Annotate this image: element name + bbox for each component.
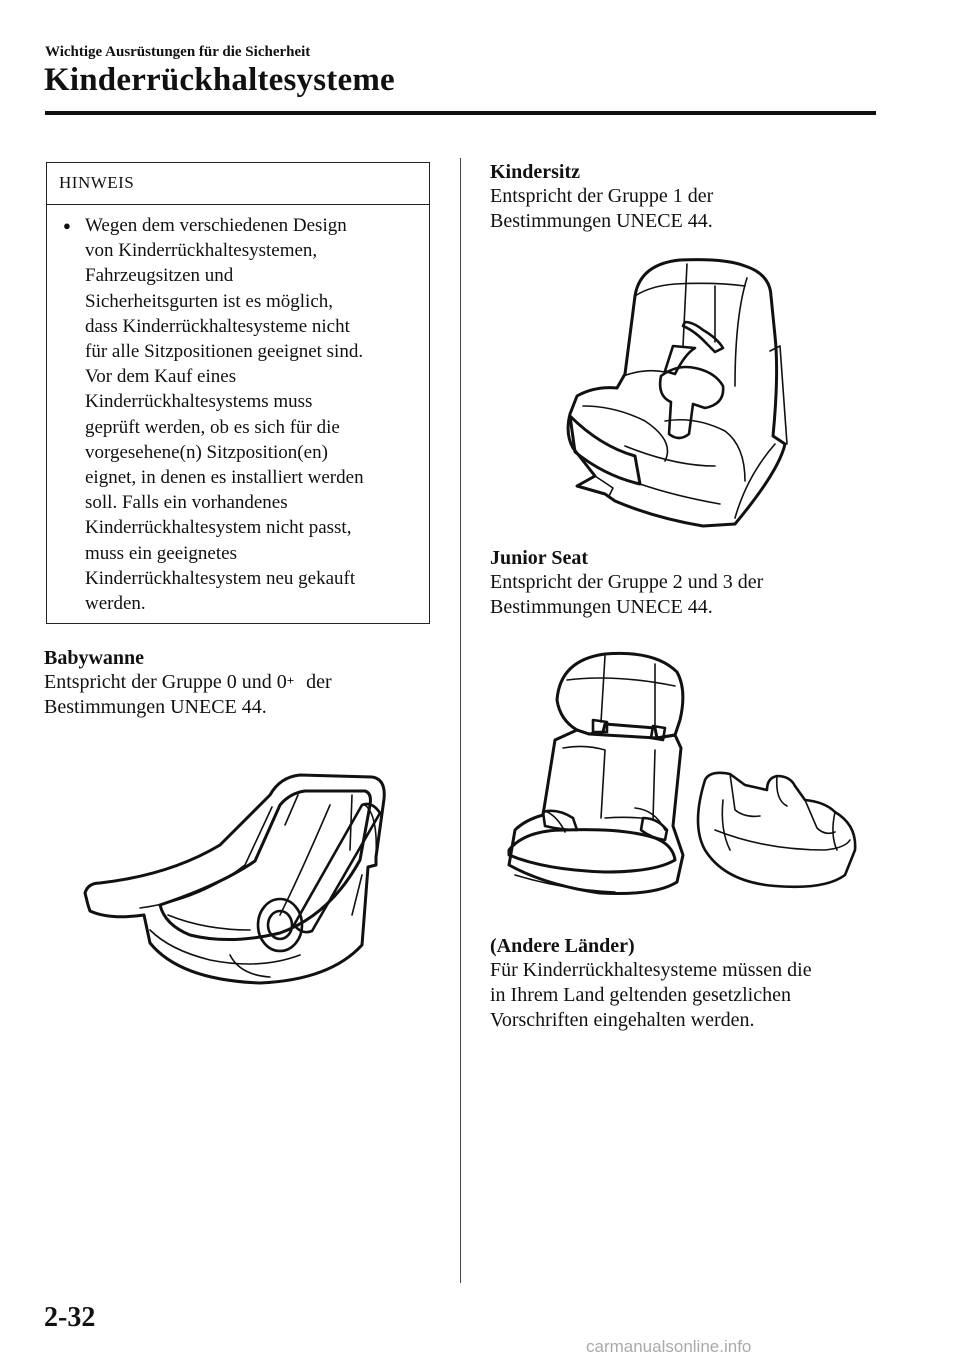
kindersitz-section (490, 161, 910, 234)
junior-seat-heading: Junior Seat (490, 547, 588, 569)
babywanne-text-line2: Bestimmungen UNECE 44. (44, 696, 267, 718)
note-line: Sicherheitsgurten ist es möglich, (85, 290, 334, 312)
babywanne-text-line1: Entspricht der Gruppe 0 und 0+ der (44, 671, 332, 693)
superscript-plus: + (286, 673, 295, 688)
kindersitz-text: Entspricht der Gruppe 1 der (490, 185, 714, 207)
page-title: Kinderrückhaltesysteme (44, 62, 395, 98)
other-countries-text: in Ihrem Land geltenden gesetzlichen (490, 984, 791, 1006)
note-line: Kinderrückhaltesystem neu gekauft (85, 567, 356, 589)
note-line: eignet, in denen es installiert werden (85, 467, 364, 489)
kindersitz-heading: Kindersitz (490, 161, 580, 183)
note-line: Kinderrückhaltesystems muss (85, 391, 313, 413)
note-line: Fahrzeugsitzen und (85, 265, 234, 287)
junior-seat-text: Bestimmungen UNECE 44. (490, 596, 713, 618)
bullet-icon: ● (63, 218, 71, 233)
junior-seat-section (490, 547, 910, 620)
column-divider (460, 158, 461, 1283)
note-line: muss ein geeignetes (85, 542, 237, 564)
note-line: Wegen dem verschiedenen Design (85, 215, 347, 236)
other-countries-text: Vorschriften eingehalten werden. (490, 1009, 755, 1031)
junior-seat-illustration (505, 650, 860, 900)
other-countries-text: Für Kinderrückhaltesysteme müssen die (490, 959, 812, 981)
note-line: werden. (85, 593, 146, 615)
section-label: Wichtige Ausrüstungen für die Sicherheit (45, 44, 311, 60)
note-line: soll. Falls ein vorhandenes (85, 492, 288, 514)
babywanne-heading: Babywanne (44, 647, 145, 669)
note-heading: HINWEIS (47, 163, 429, 205)
note-line: vorgesehene(n) Sitzposition(en) (85, 441, 328, 463)
note-line: von Kinderrückhaltesystemen, (85, 240, 318, 262)
other-countries-heading: (Andere Länder) (490, 935, 635, 957)
note-line: geprüft werden, ob es sich für die (85, 416, 340, 438)
child-seat-illustration (565, 256, 790, 531)
baby-carrier-illustration (80, 765, 400, 990)
note-line: Kinderrückhaltesystem nicht passt, (85, 517, 352, 539)
page-number: 2-32 (44, 1302, 96, 1333)
kindersitz-text: Bestimmungen UNECE 44. (490, 210, 713, 232)
note-line: Vor dem Kauf eines (85, 366, 237, 388)
title-rule (45, 111, 876, 115)
babywanne-section (44, 647, 444, 720)
note-line: für alle Sitzpositionen geeignet sind. (85, 341, 364, 363)
watermark: carmanualsonline.info (586, 1337, 752, 1356)
note-body (47, 205, 429, 616)
other-countries-section (490, 935, 910, 1033)
junior-seat-text: Entspricht der Gruppe 2 und 3 der (490, 571, 764, 593)
note-line: dass Kinderrückhaltesysteme nicht (85, 315, 350, 337)
note-box (46, 162, 430, 624)
